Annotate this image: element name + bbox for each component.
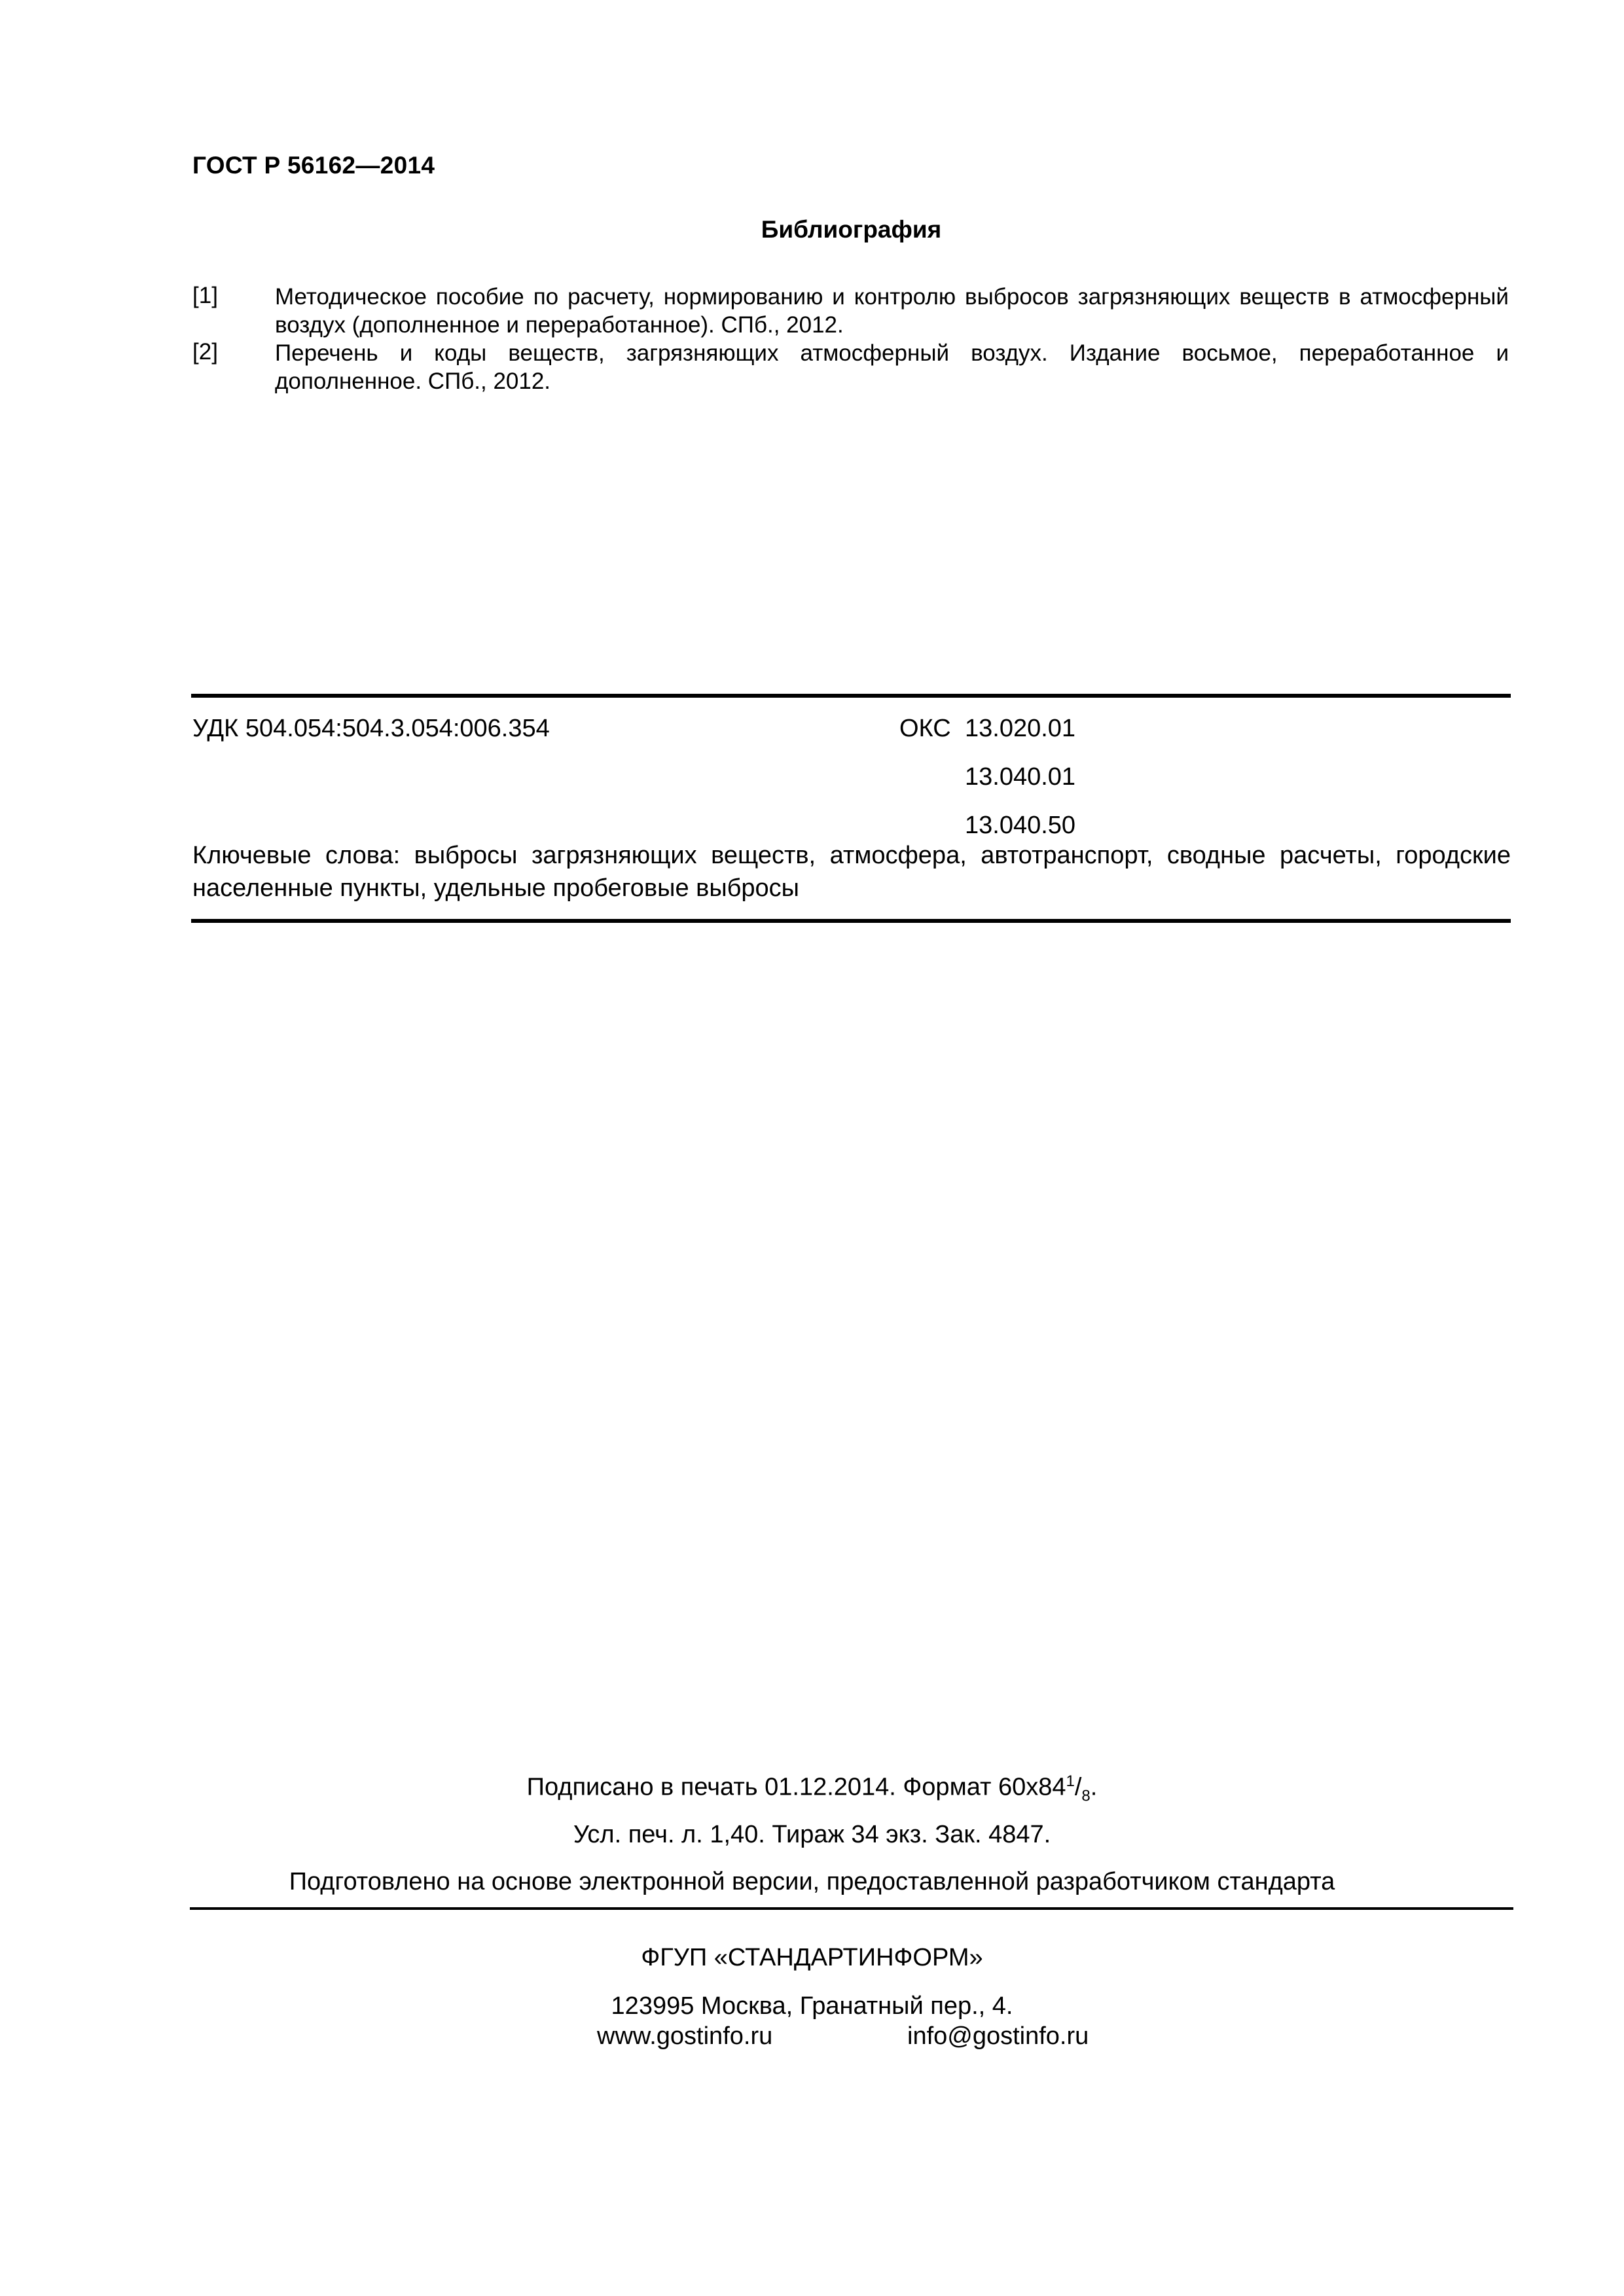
udk-code: УДК 504.054:504.3.054:006.354 [192,715,550,742]
signed-to-print-text: Подписано в печать 01.12.2014. Формат 60х84 [526,1773,1066,1801]
oks-code: 13.040.01 [965,763,1076,791]
bibliography-title: Библиография [761,216,942,243]
keywords: Ключевые слова: выбросы загрязняющих веществ, атмосфера, автотранспорт, сводные расчеты, городские населенные пункты, удельные пробеговые выбросы [192,842,1511,902]
format-fraction-numerator: 1 [1066,1772,1075,1790]
website-link[interactable]: www.gostinfo.ru [597,2022,773,2050]
bottom-divider-rule [191,919,1511,923]
publisher-address: 123995 Москва, Гранатный пер., 4. [611,1992,1013,2020]
format-period: . [1090,1773,1098,1801]
signed-to-print-line: Подписано в печать 01.12.2014. Формат $60х84^1/_8$. [526,1772,1098,1805]
bib-entry-text: Перечень и коды веществ, загрязняющих атмосферный воздух. Издание восьмое, переработанное и дополненное. СПб., 2012. [275,340,1509,394]
oks-code: 13.020.01 [965,715,1076,742]
bib-entry-number: [1] [192,283,218,308]
email-link[interactable]: info@gostinfo.ru [907,2022,1089,2050]
print-info: Усл. печ. л. 1,40. Тираж 34 экз. Зак. 4847. [573,1821,1051,1848]
oks-code: 13.040.50 [965,812,1076,839]
document-code: ГОСТ Р 56162—2014 [192,152,435,179]
format-fraction-denominator: 8 [1081,1787,1091,1805]
prepared-note: Подготовлено на основе электронной версии, предоставленной разработчиком стандарта [289,1868,1335,1895]
publisher-name: ФГУП «СТАНДАРТИНФОРМ» [641,1944,983,1971]
imprint-divider-rule [190,1907,1513,1910]
bib-entry-text: Методическое пособие по расчету, нормированию и контролю выбросов загрязняющих веществ в атмосферный воздух (дополненное и переработанное). СПб., 2012. [275,284,1509,338]
top-divider-rule [191,694,1511,698]
oks-label: ОКС [899,715,951,742]
bib-entry-number: [2] [192,339,218,365]
